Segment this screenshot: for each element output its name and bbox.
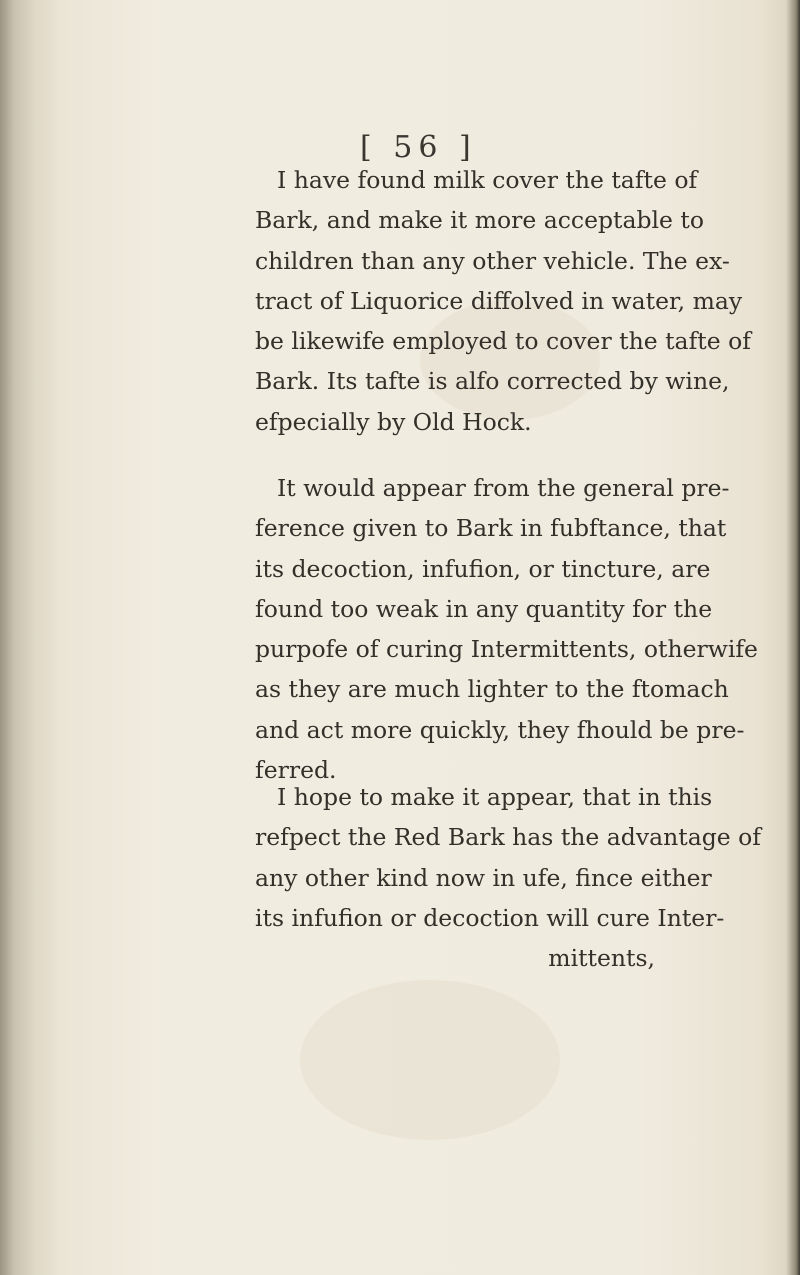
text-line: its infufion or decoction will cure Inter-	[255, 903, 725, 932]
text-line: efpecially by Old Hock.	[255, 407, 532, 436]
text-line: its decoction, infufion, or tincture, are	[255, 554, 711, 583]
paragraph-2	[255, 468, 758, 790]
paragraph-3	[255, 777, 761, 978]
text-line: as they are much lighter to the ftomach	[255, 675, 729, 704]
text-line: ference given to Bark in fubftance, that	[255, 514, 727, 543]
paragraph-1	[255, 160, 751, 442]
page-number-header: [ 56 ]	[360, 130, 477, 165]
text-line: Bark, and make it more acceptable to	[255, 206, 705, 235]
text-line: be likewife employed to cover the tafte of	[255, 327, 751, 356]
text-line: and act more quickly, they fhould be pre-	[255, 715, 745, 744]
text-line: ferred.	[255, 756, 337, 785]
text-line: mittents,	[548, 944, 655, 973]
page-spine-shadow	[0, 0, 58, 1275]
text-line: found too weak in any quantity for the	[255, 594, 713, 623]
text-line: Bark. Its tafte is alfo corrected by wine,	[255, 367, 730, 396]
text-line: refpect the Red Bark has the advantage of	[255, 823, 761, 852]
text-line: purpofe of curing Intermittents, otherwife	[255, 635, 758, 664]
text-line: any other kind now in ufe, fince either	[255, 863, 712, 892]
text-line: I hope to make it appear, that in this	[277, 783, 713, 811]
text-line: I have found milk cover the tafte of	[277, 166, 698, 194]
paper-stain	[300, 980, 560, 1140]
page-edge-shadow	[786, 0, 800, 1275]
text-line: tract of Liquorice diffolved in water, may	[255, 286, 743, 315]
text-line: It would appear from the general pre-	[277, 474, 730, 502]
text-line: children than any other vehicle. The ex-	[255, 246, 730, 275]
